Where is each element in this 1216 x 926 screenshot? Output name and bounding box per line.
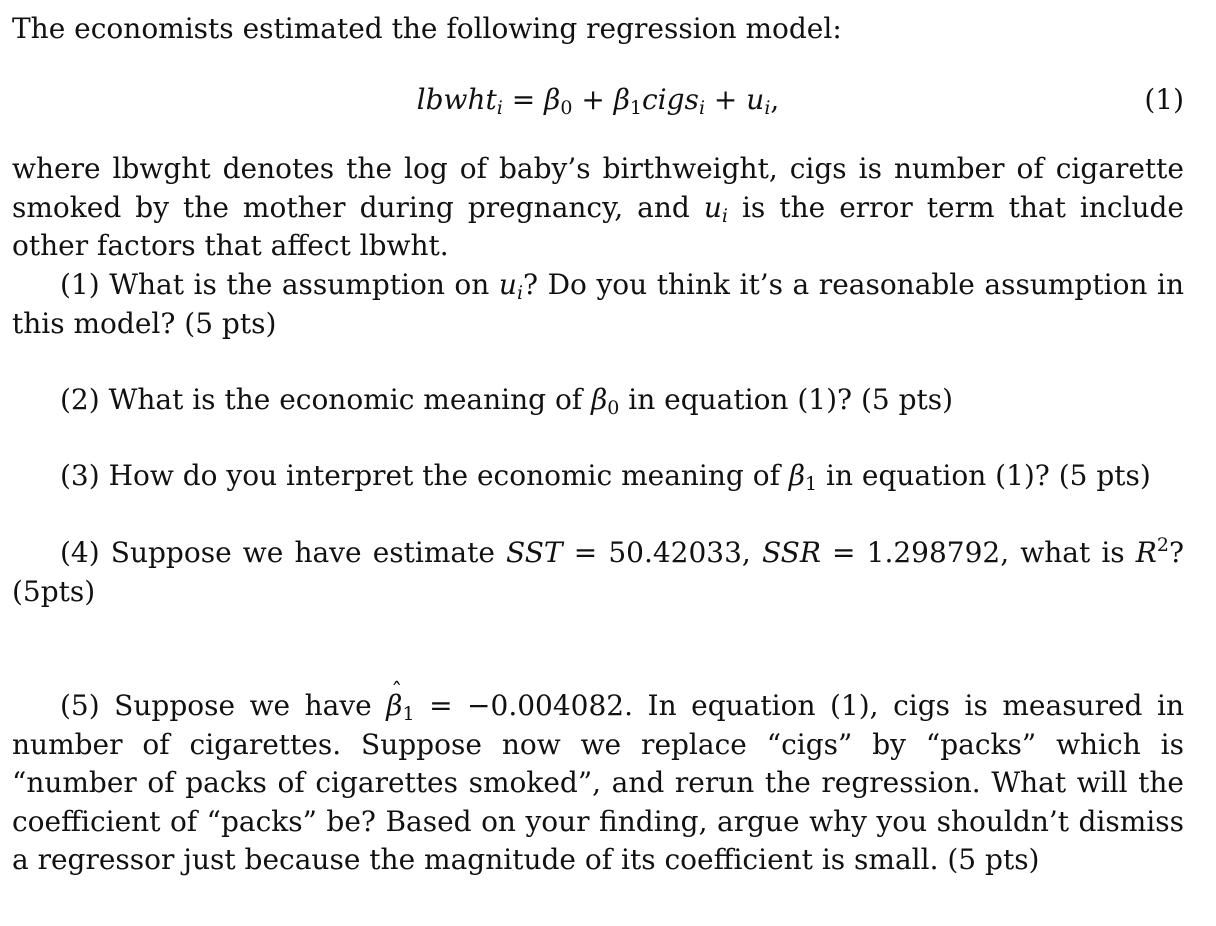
equation-equals: =: [511, 83, 536, 116]
equation-beta1-subscript: 1: [629, 97, 642, 119]
question-1-error-subscript: i: [516, 282, 524, 304]
equation-error-subscript: i: [764, 97, 771, 119]
question-1-text-2: ? Do you think it’s a reasonable assumption in this model? (5 pts): [12, 268, 1185, 340]
equation-beta0: β: [544, 83, 561, 116]
question-3: [12, 457, 1184, 496]
equation-beta1: β: [613, 83, 630, 116]
question-3-beta-symbol: β: [788, 459, 806, 492]
question-1-text-1: (1) What is the assumption on: [60, 268, 499, 301]
question-4-r-symbol: R: [1135, 536, 1157, 569]
question-3-text-2: in equation (1)? (5 pts): [817, 459, 1151, 492]
equation-lhs: lbwht: [416, 83, 497, 116]
question-5-estimate-value: = −0.004082.: [414, 689, 634, 722]
equation-number: (1): [1144, 83, 1184, 116]
intro-text: The economists estimated the following regression model:: [12, 12, 842, 45]
equation-regressor-subscript: i: [698, 97, 706, 119]
definition-error-subscript: i: [721, 204, 728, 227]
equation-error: u: [746, 83, 765, 116]
question-4: [12, 534, 1184, 611]
question-4-text-1: (4) Suppose we have estimate: [60, 536, 507, 569]
question-1-error-symbol: u: [498, 268, 517, 301]
question-2-text-1: (2) What is the economic meaning of: [60, 383, 592, 416]
equation-body: [12, 80, 1184, 120]
question-2-beta-subscript: 0: [607, 397, 620, 419]
question-5-beta-subscript: 1: [402, 703, 415, 725]
question-2-beta-symbol: β: [591, 383, 608, 416]
equation-plus-2: +: [713, 83, 738, 116]
question-4-sst-value: = 50.42033,: [562, 536, 762, 569]
question-5-beta-hat-symbol: ˆ β: [386, 687, 402, 726]
equation-regressor: cigs: [642, 83, 699, 116]
question-4-ssr-value: = 1.298792, what is: [820, 536, 1136, 569]
equation-lhs-subscript: i: [496, 97, 503, 119]
variable-definition: [12, 150, 1184, 266]
regression-equation: [12, 80, 1184, 120]
question-5: [12, 687, 1184, 880]
question-3-beta-subscript: 1: [805, 473, 818, 495]
question-4-text-2: ? (5pts): [12, 536, 1184, 608]
question-1: [12, 266, 1184, 343]
equation-beta0-subscript: 0: [560, 97, 573, 119]
definition-text-1: where lbwght denotes the log of baby’s birthweight, cigs is number of cigarette smoked by the mother during pregnancy, and: [12, 152, 1184, 224]
equation-plus-1: +: [581, 83, 605, 116]
question-3-text-1: (3) How do you interpret the economic meaning of: [60, 459, 789, 492]
question-2: [12, 381, 1184, 420]
question-5-text-1: (5) Suppose we have: [60, 689, 387, 722]
question-2-text-2: in equation (1)? (5 pts): [619, 383, 954, 416]
question-5-text-2: In equation (1), cigs is measured in number of cigarettes. Suppose now we replace “cigs” by “packs” which is “number of packs of cigarettes smoked”, and rerun the regression. What will the coefficient of “packs” be? Based on your finding, argue why you shouldn’t dismiss a regressor just because the magnitude of its coefficient is small. (5 pts): [12, 689, 1184, 876]
equation-tail: ,: [770, 83, 780, 116]
question-4-r-superscript: 2: [1156, 534, 1169, 556]
definition-error-symbol: u: [703, 190, 722, 224]
question-4-sst-symbol: SST: [506, 536, 563, 569]
definition-text-2: is the error term that include other factors that affect lbwht.: [12, 190, 1184, 262]
question-4-ssr-symbol: SSR: [761, 536, 821, 569]
